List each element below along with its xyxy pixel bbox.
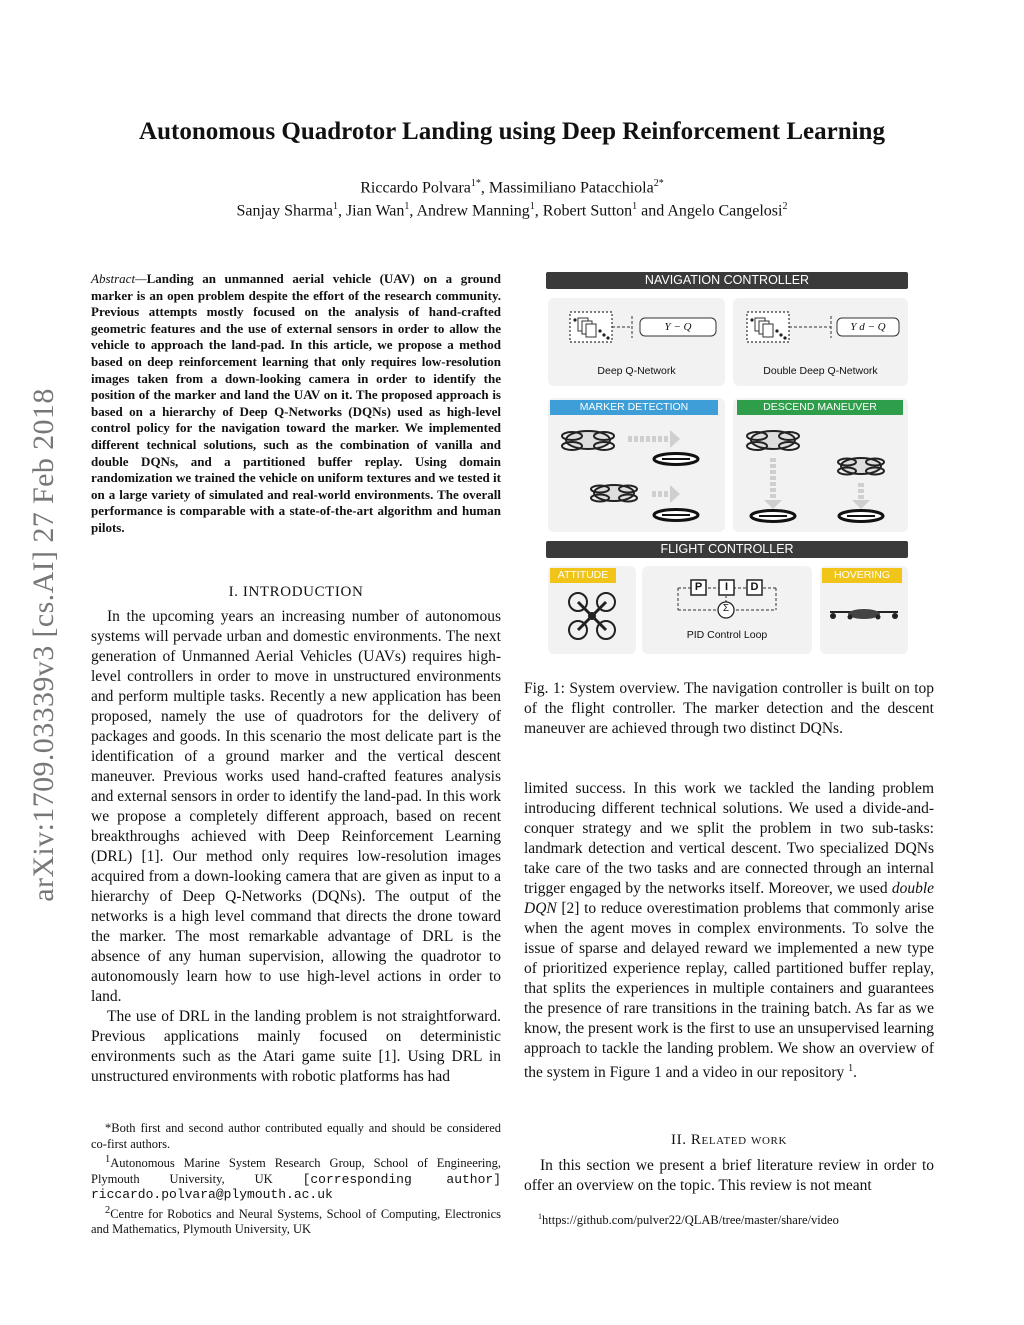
footnote-video-link: $^1$https://github.com/pulver22/QLAB/tree/master/share/video (538, 1212, 839, 1228)
pid-i-block: I (724, 581, 729, 593)
dqn-label: Deep Q-Network (597, 365, 676, 377)
dqn-network-icon (548, 298, 725, 368)
drone-icon (562, 431, 614, 450)
descend-maneuver-illustration (733, 398, 908, 532)
dqn-panel (548, 298, 725, 386)
footnote-co-first: *Both first and second author contributed equally and should be considered co-first authors. (91, 1121, 501, 1151)
author-name: Sanjay Sharma (236, 202, 333, 220)
footnote-affiliation-1: $^1$Autonomous Marine System Research Group, School of Engineering, Plymouth University, UK [corresponding author] riccardo.polvara@plymouth.ac.uk (91, 1154, 501, 1203)
dqn-loss-formula: Y − Q (664, 321, 692, 333)
drone-icon (591, 485, 637, 502)
pid-d-block: D (750, 581, 759, 593)
descend-maneuver-tag: DESCEND MANEUVER (737, 400, 903, 415)
approach-arrow-2 (652, 485, 680, 503)
intro-paragraph-2: The use of DRL in the landing problem is not straightforward. Previous applications mainly focused on deterministic environments such as the Atari game suite [1]. Using DRL in unstructured environments with robotic platforms has had (91, 1008, 501, 1085)
navigation-controller-bar: NAVIGATION CONTROLLER (546, 272, 908, 289)
author-affiliation: 1 (529, 201, 535, 212)
author-name: Andrew Manning (416, 202, 530, 220)
figure-caption: Fig. 1: System overview. The navigation controller is built on top of the flight controller. The marker detection and the descent maneuver are achieved through two distinct DQNs. (524, 680, 934, 737)
footnote-affiliation-2: $^2$Centre for Robotics and Neural Systems, School of Computing, Electronics and Mathematics, Plymouth University, UK (91, 1204, 501, 1237)
footnote-ref: 1 (848, 1063, 854, 1074)
author-affiliation: 1* (470, 178, 481, 189)
attitude-tag: ATTITUDE (550, 568, 616, 583)
double-dqn-term: double DQN (524, 880, 934, 917)
authors-line-1: Riccardo Polvara$^{1*}$, Massimiliano Patacchiola$^{2*}$ (360, 178, 664, 197)
right-column-body (524, 779, 934, 1083)
drone-icon (747, 431, 799, 450)
ddqn-loss-formula: Y d − Q (850, 321, 886, 333)
landing-pad-icon (654, 510, 698, 521)
double-dqn-panel (733, 298, 908, 386)
pid-sum-node: Σ (722, 603, 730, 614)
descent-arrow (764, 458, 782, 509)
pid-label: PID Control Loop (686, 629, 768, 641)
landing-pad-icon (751, 511, 795, 522)
video-url: https://github.com/pulver22/QLAB/tree/master/share/video (542, 1213, 839, 1228)
related-paragraph-1: In this section we present a brief literature review in order to offer an overview on the topic. This review is not meant (524, 1157, 934, 1194)
marker-detection-illustration (548, 398, 725, 532)
approach-arrow-1 (628, 430, 680, 448)
author-name: Riccardo Polvara (360, 179, 471, 197)
flight-controller-bar: FLIGHT CONTROLLER (546, 541, 908, 558)
affiliation-footnotes (91, 1121, 501, 1238)
author-affiliation: 1 (404, 201, 410, 212)
drone-icon (838, 458, 884, 475)
author-affiliation: 1 (632, 201, 638, 212)
abstract: Abstract—Landing an unmanned aerial vehicle (UAV) on a ground marker is an open problem despite the effort of the research community. Previous attempts mostly focused on the analysis of hand-crafted geometric features and the use of external sensors in order to allow the vehicle to approach the land-pad. In this article, we propose a method based on deep reinforcement learning that only requires low-resolution images taken from a down-looking camera in order to identify the position of the marker and land the UAV on it. The proposed approach is based on a hierarchy of Deep Q-Networks (DQNs) used as high-level control policy for the navigation toward the marker. We implemented different technical solutions, such as the combination of vanilla and double DQNs, and a partitioned buffer replay. Using domain randomization we trained the vehicle on uniform textures and we tested it on a large variety of simulated and real-world environments. The overall performance is comparable with a state-of-the-art algorithm and human pilots. (91, 271, 501, 535)
author-name: Angelo Cangelosi (667, 202, 783, 220)
intro-paragraph-1: In the upcoming years an increasing number of autonomous systems will pervade urban and domestic environments. The next generation of Unmanned Aerial Vehicles (UAVs) requires high-level controllers in order to move in unstructured environments and perform multiple tasks. Recently a new application has been proposed, namely the use of quadrotors for the delivery of packages and goods. In this scenario the most delicate part is the identification of a ground marker and the vertical descent maneuver. Previous works used hand-crafted features analysis and external sensors in order to identify the land-pad. In this work we propose a completely different approach, based on recent breakthroughs achieved with Deep Reinforcement Learning (DRL) [1]. Our method only requires low-resolution images acquired from a down-looking camera that are given as input to a hierarchy of Deep Q-Networks (DQNs). The output of the networks is a high level command that directs the drone toward the marker. The most remarkable advantage of DRL is the absence of any human supervision, allowing the quadrotor to autonomously learn how to use high-level actions in order to land. (91, 608, 501, 1005)
section-heading-introduction: I. INTRODUCTION (228, 584, 364, 600)
section-heading-related-work: II. Related work (671, 1132, 787, 1148)
author-affiliation: 2 (782, 201, 788, 212)
corresponding-author-tag: [corresponding author] (302, 1171, 501, 1187)
left-column-body (91, 607, 501, 1087)
author-name: Massimiliano Patacchiola (488, 179, 654, 197)
author-affiliation: 1 (332, 201, 338, 212)
right-paragraph-1: limited success. In this work we tackled the landing problem introducing different technical solutions. We used a divide-and-conquer strategy and we split the problem in two sub-tasks: landmark detection and vertical descent. Two specialized DQNs take care of the two tasks and are connected through an internal trigger engaged by the networks itself. Moreover, we used double DQN [2] to reduce overestimation problems that commonly arise when the agent moves in complex environments. To solve the issue of sparse and delayed reward we implemented a new type of prioritized experience replay, called partitioned buffer replay, that splits the experiences in multiple containers and guarantees the presence of rare transitions in the training batch. As far as we know, the present work is the first to use an unsupervised learning approach to tackle the landing problem. We show an overview of the system in Figure 1 and a video in our repository $^1$. (524, 780, 934, 1082)
author-affiliation: 2* (653, 178, 664, 189)
marker-detection-panel (548, 398, 725, 532)
figure-system-overview (546, 270, 910, 662)
landing-pad-icon (654, 454, 698, 465)
descend-maneuver-panel (733, 398, 908, 532)
abstract-label: Abstract (91, 271, 136, 286)
descent-arrow (852, 483, 870, 509)
marker-detection-tag: MARKER DETECTION (550, 400, 718, 415)
ddqn-label: Double Deep Q-Network (763, 365, 878, 377)
pid-p-block: P (694, 581, 703, 593)
paper-title: Autonomous Quadrotor Landing using Deep Reinforcement Learning (139, 118, 885, 145)
authors-line-2: Sanjay Sharma$^1$, Jian Wan$^1$, Andrew Manning$^1$, Robert Sutton$^1$ and Angelo Cangelosi$^2$ (236, 201, 788, 220)
abstract-text: Landing an unmanned aerial vehicle (UAV) on a ground marker is an open problem despite the effort of the research community. Previous attempts mostly focused on the analysis of hand-crafted geometric features and the use of external sensors in order to allow the vehicle to approach the land-pad. In this article, we propose a method based on deep reinforcement learning that only requires low-resolution images taken from a down-looking camera in order to identify the position of the marker and land the UAV on it. The proposed approach is based on a hierarchy of Deep Q-Networks (DQNs) used as high-level control policy for the navigation toward the marker. We implemented different technical solutions, such as the combination of vanilla and double DQNs, and a partitioned buffer replay. Using domain randomization we trained the vehicle on uniform textures and we tested it on a large variety of simulated and real-world environments. The overall performance is comparable with a state-of-the-art algorithm and human pilots. (91, 271, 501, 535)
author-name: Robert Sutton (542, 202, 633, 220)
arxiv-id: arXiv:1709.03339v3 [cs.AI] 27 Feb 2018 (27, 388, 60, 902)
hovering-tag: HOVERING (822, 568, 902, 583)
landing-pad-icon (839, 511, 883, 522)
related-work-body (524, 1156, 934, 1196)
double-dqn-network-icon (733, 298, 908, 368)
author-name: Jian Wan (345, 202, 405, 220)
pid-panel (642, 566, 812, 654)
email-address: riccardo.polvara@plymouth.ac.uk (91, 1187, 333, 1203)
